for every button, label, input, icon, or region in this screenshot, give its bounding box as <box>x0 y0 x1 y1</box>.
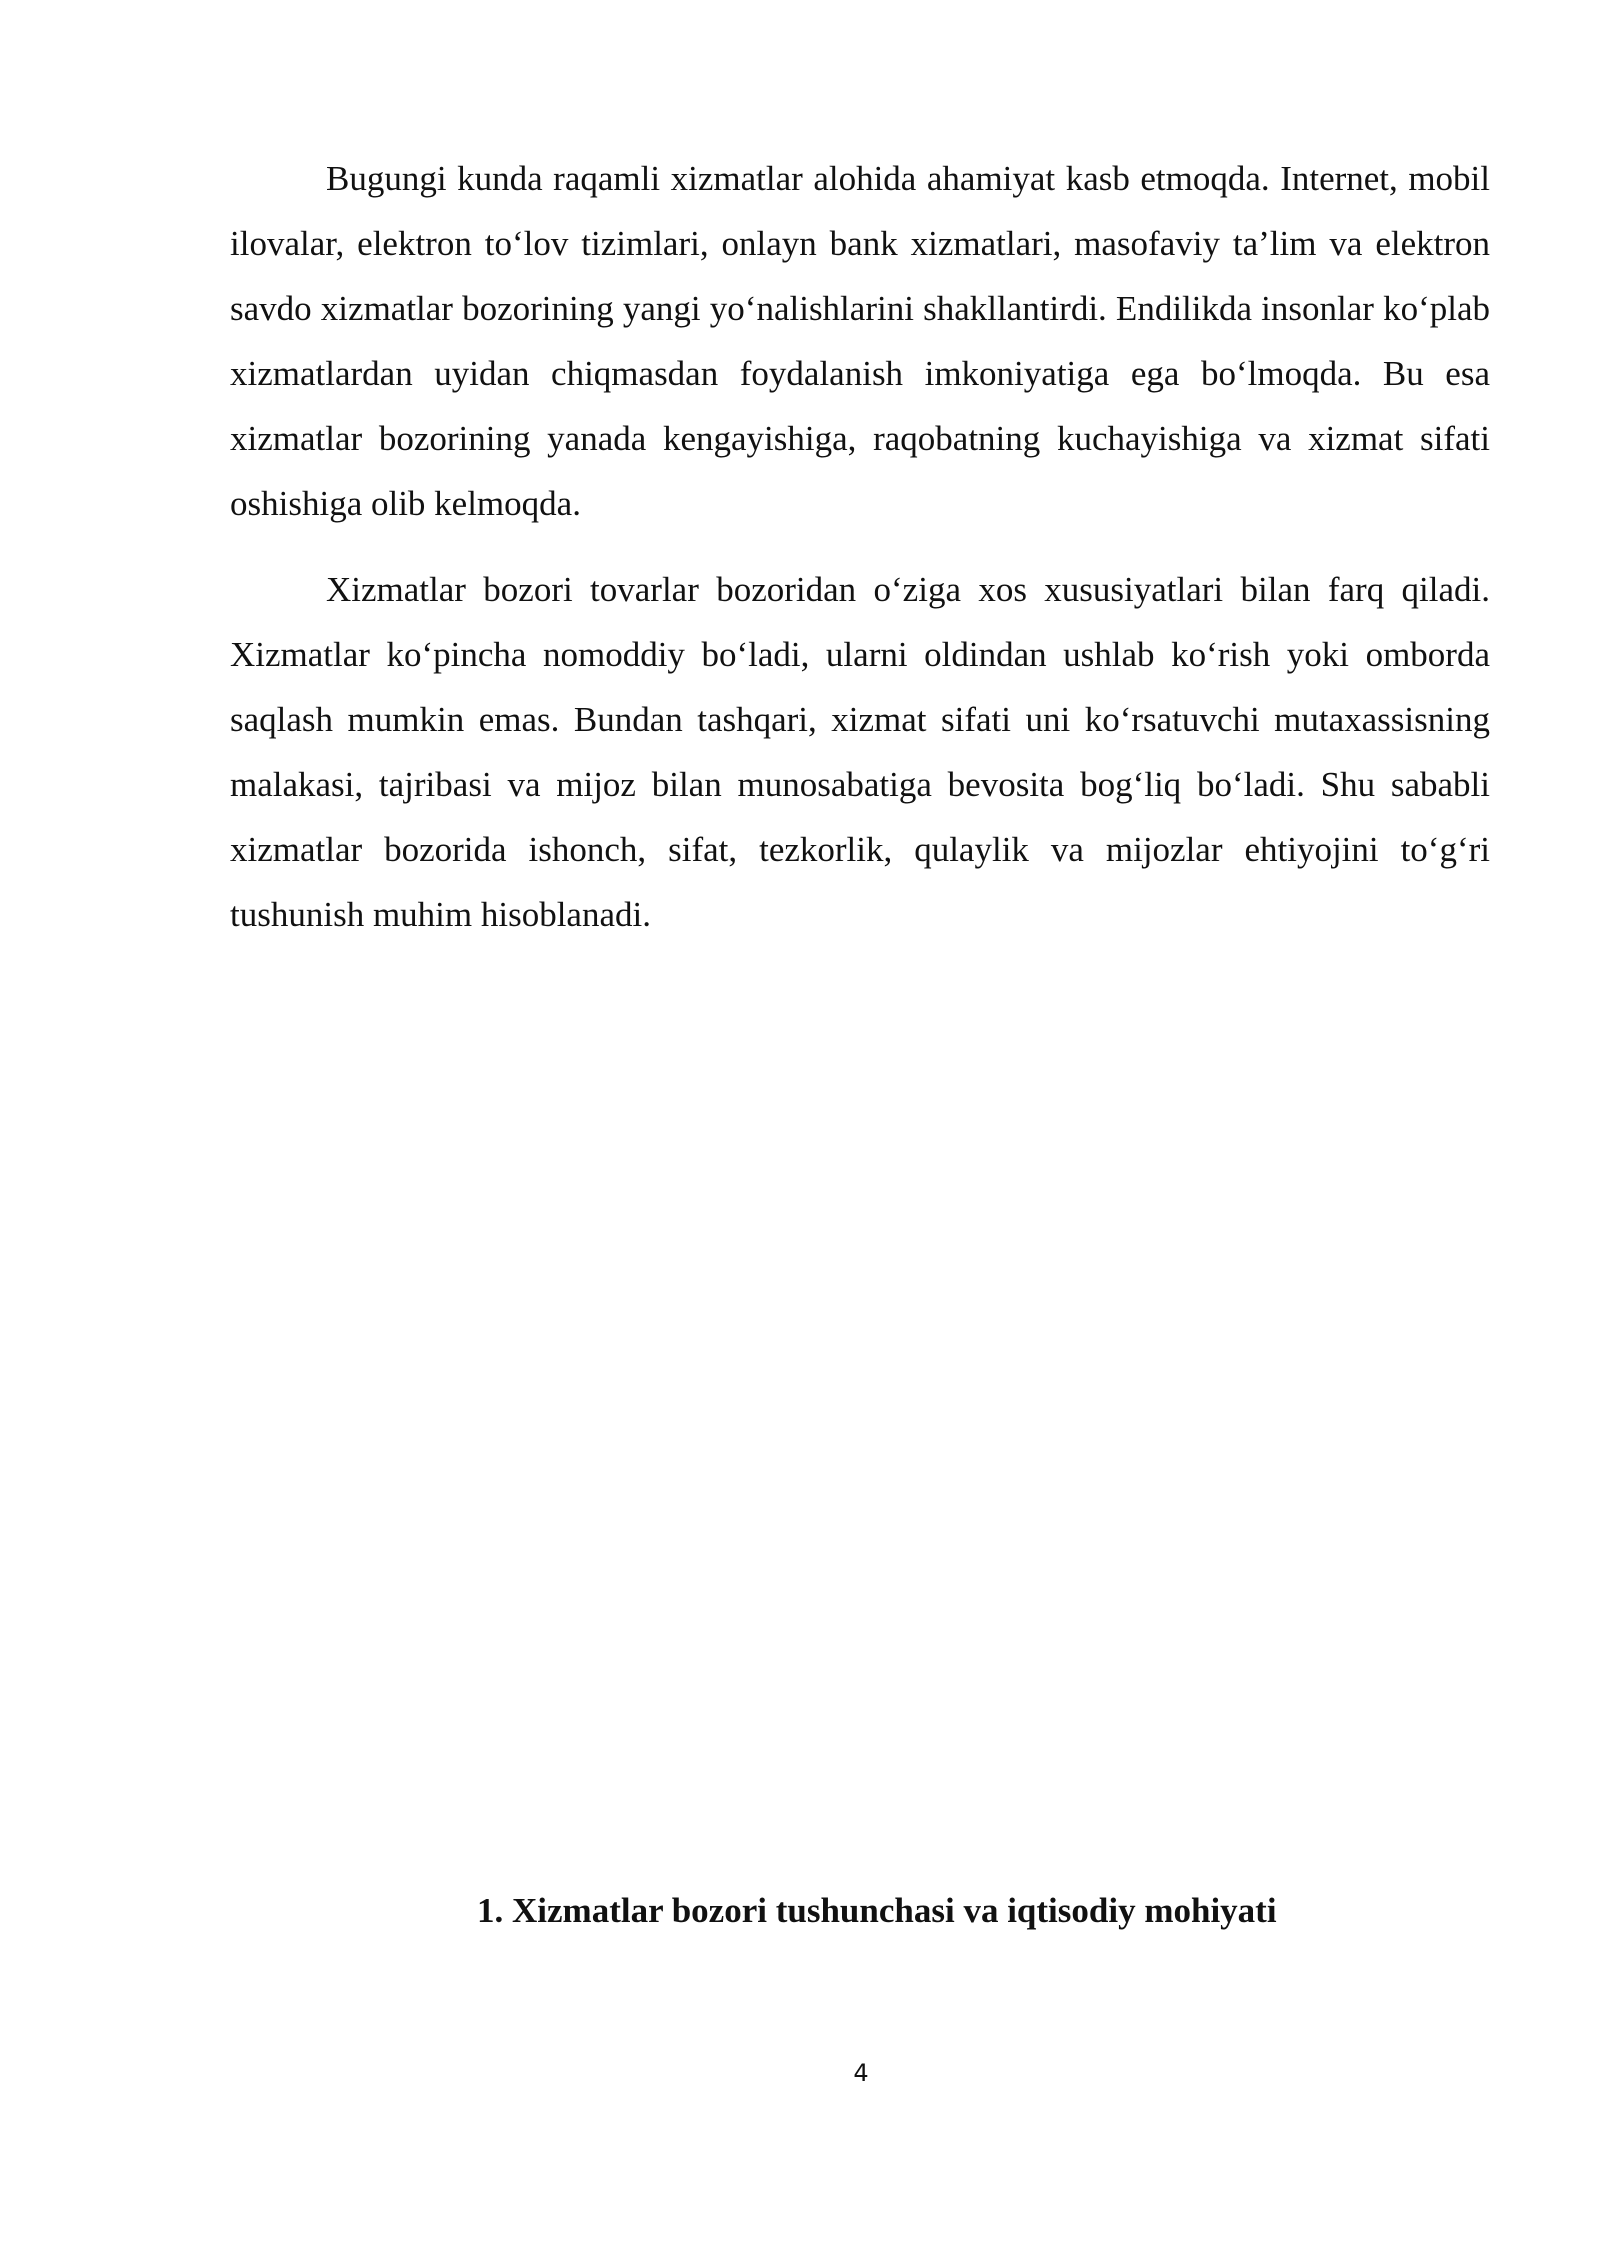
paragraph-services-market-features: Xizmatlar bozori tovarlar bozoridan o‘ziga xos xususiyatlari bilan farq qiladi. Xizmatlar ko‘pincha nomoddiy bo‘ladi, ularni oldindan ushlab ko‘rish yoki omborda saqlash mumkin emas. Bundan tashqari, xizmat sifati uni ko‘rsatuvchi mutaxassisning malakasi, tajribasi va mijoz bilan munosabatiga bevosita bog‘liq bo‘ladi. Shu sababli xizmatlar bozorida ishonch, sifat, tezkorlik, qulaylik va mijozlar ehtiyojini to‘g‘ri tushunish muhim hisoblanadi. <box>230 570 1490 934</box>
body-text <box>230 146 1490 947</box>
page-number: 4 <box>853 2059 869 2087</box>
paragraph-digital-services: Bugungi kunda raqamli xizmatlar alohida ahamiyat kasb etmoqda. Internet, mobil ilovalar, elektron to‘lov tizimlari, onlayn bank xizmatlari, masofaviy ta’lim va elektron savdo xizmatlar bozorining yangi yo‘nalishlarini shakllantirdi. Endilikda insonlar ko‘plab xizmatlardan uyidan chiqmasdan foydalanish imkoniyatiga ega bo‘lmoqda. Bu esa xizmatlar bozorining yanada kengayishiga, raqobatning kuchayishiga va xizmat sifati oshishiga olib kelmoqda. <box>230 159 1490 523</box>
section-heading: 1. Xizmatlar bozori tushunchasi va iqtisodiy mohiyati <box>477 1891 1277 1930</box>
